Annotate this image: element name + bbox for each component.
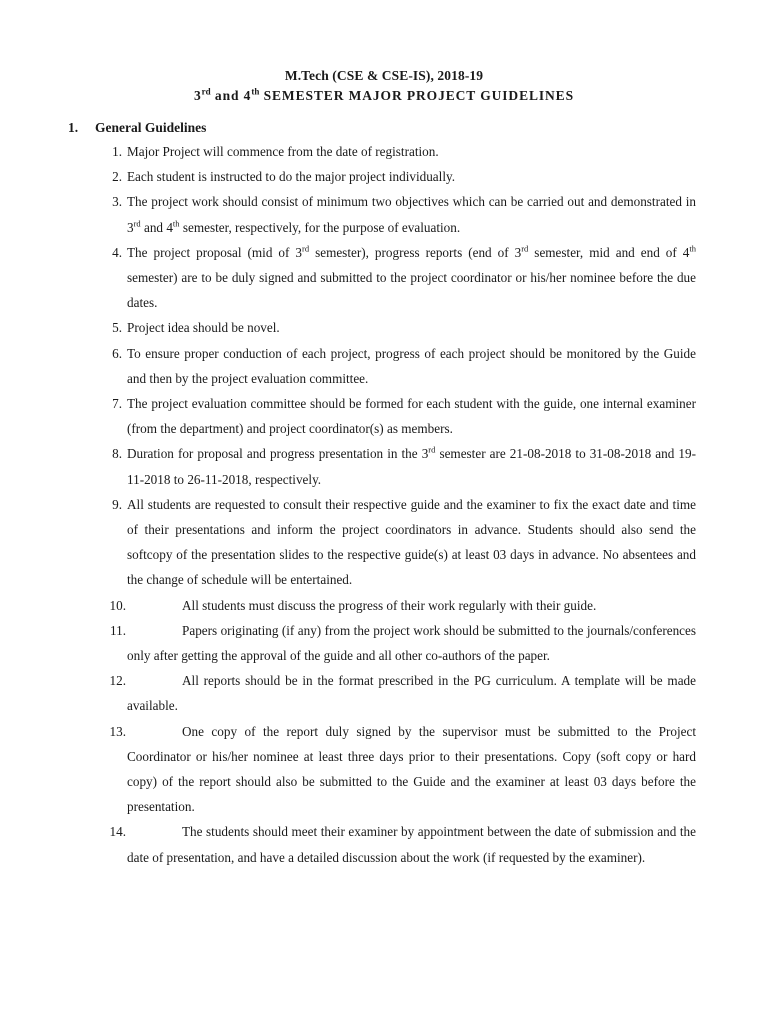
- guideline-item: [0, 668, 768, 718]
- text-run: Duration for proposal and progress presentation in the 3: [127, 446, 429, 462]
- guideline-text: [127, 719, 696, 820]
- text-run: Major Project will commence from the date of registration.: [127, 144, 439, 159]
- text-run: Each student is instructed to do the major project individually.: [127, 169, 456, 185]
- title-ordinal-3-suffix: rd: [201, 86, 211, 97]
- text-run: All students are requested to consult their respective guide and the examiner to fix the exact date and time of their presentations and inform the project coordinators in advance. Students should also send the softcopy of the presentation slides to the respective guide(s) at least 03 days in advance. No absentees and the change of schedule will be entertained.: [127, 496, 696, 588]
- guideline-item: [0, 441, 768, 491]
- title-ordinal-3: 3: [194, 88, 202, 103]
- guideline-number: 7.: [112, 396, 122, 412]
- guideline-list: [0, 139, 768, 870]
- text-run: All reports should be in the format prescribed in the PG curriculum. A template will be made available.: [127, 673, 696, 714]
- guideline-item: [0, 492, 768, 593]
- section-heading: [68, 118, 206, 138]
- document-title-line2: [0, 86, 768, 106]
- guideline-text: [127, 139, 696, 164]
- ordinal-suffix: rd: [133, 218, 141, 229]
- guideline-item: [0, 315, 768, 340]
- guideline-number: 2.: [112, 169, 122, 185]
- text-run: All students must discuss the progress of their work regularly with their guide.: [182, 597, 597, 613]
- ordinal-suffix: th: [172, 218, 180, 229]
- guideline-item: [0, 164, 768, 189]
- guideline-text: [127, 164, 696, 189]
- guideline-item: [0, 719, 768, 820]
- guideline-item: [0, 341, 768, 391]
- guideline-text: [127, 441, 696, 491]
- text-run: semester), progress reports (end of 3: [309, 244, 522, 260]
- guideline-item: [0, 618, 768, 668]
- text-run: The students should meet their examiner by appointment between the date of submission and the date of presentation, and have a detailed discussion about the work (if requested by the examiner).: [127, 824, 696, 865]
- guideline-item: [0, 139, 768, 164]
- guideline-number: 6.: [112, 345, 122, 361]
- guideline-number: 9.: [112, 496, 122, 512]
- guideline-number: 13.: [109, 723, 126, 739]
- guideline-text: [127, 668, 696, 718]
- guideline-text: [127, 189, 696, 239]
- document-title-line1: M.Tech (CSE & CSE-IS), 2018-19: [284, 68, 484, 83]
- text-run: Papers originating (if any) from the project work should be submitted to the journals/conferences only after getting the approval of the guide and all other co-authors of the paper.: [127, 622, 696, 664]
- text-run: semester, respectively, for the purpose of evaluation.: [179, 219, 461, 235]
- guideline-number: 11.: [110, 622, 126, 638]
- guideline-number: 5.: [112, 320, 122, 336]
- text-run: semester, mid and end of 4: [528, 244, 690, 260]
- guideline-item: [0, 593, 768, 618]
- guideline-text: [127, 618, 696, 668]
- guideline-text: [127, 492, 696, 593]
- text-run: and 4: [140, 219, 173, 235]
- ordinal-suffix: rd: [302, 243, 310, 254]
- text-run: The project proposal (mid of 3: [127, 244, 302, 260]
- guideline-text: [127, 240, 696, 316]
- text-run: semester) are to be duly signed and submitted to the project coordinator or his/her nominee before the due dates.: [127, 270, 696, 311]
- text-run: The project evaluation committee should be formed for each student with the guide, one internal examiner (from the department) and project coordinator(s) as members.: [127, 396, 696, 437]
- ordinal-suffix: rd: [428, 445, 436, 456]
- ordinal-suffix: th: [689, 243, 696, 254]
- text-run: To ensure proper conduction of each project, progress of each project should be monitored by the Guide and then by the project evaluation committee.: [127, 345, 696, 386]
- guideline-text: [127, 341, 696, 391]
- guideline-number: 8.: [112, 446, 122, 462]
- text-run: Project idea should be novel.: [127, 320, 280, 336]
- section-number: 1.: [68, 120, 79, 135]
- guideline-number: 14.: [109, 824, 126, 840]
- guideline-item: [0, 819, 768, 869]
- text-run: One copy of the report duly signed by the supervisor must be submitted to the Project Coordinator or his/her nominee at least three days prior to their presentations. Copy (soft copy or hard copy) of the report should also be submitted to the Guide and the examiner at least 03 days before the presentation.: [127, 723, 696, 815]
- guideline-number: 3.: [112, 194, 122, 210]
- guideline-item: [0, 240, 768, 316]
- title-ordinal-4-suffix: th: [251, 86, 260, 97]
- title-rest: SEMESTER MAJOR PROJECT GUIDELINES: [259, 88, 574, 103]
- ordinal-suffix: rd: [521, 243, 529, 254]
- section-title: General Guidelines: [95, 120, 207, 135]
- guideline-text: [127, 315, 696, 340]
- guideline-number: 10.: [109, 597, 126, 613]
- guideline-item: [0, 391, 768, 441]
- text-run: The project work should consist of minimum two objectives which can be carried out and demonstrated in 3: [127, 194, 696, 235]
- title-and-4: and 4: [210, 88, 252, 103]
- guideline-text: [127, 819, 696, 869]
- guideline-number: 1.: [112, 144, 122, 159]
- guideline-number: 12.: [109, 673, 126, 689]
- guideline-text: [127, 593, 696, 618]
- text-run: semester are 21-08-2018 to 31-08-2018 and 19-11-2018 to 26-11-2018, respectively.: [127, 446, 696, 487]
- guideline-item: [0, 189, 768, 239]
- guideline-number: 4.: [112, 244, 122, 260]
- guideline-text: [127, 391, 696, 441]
